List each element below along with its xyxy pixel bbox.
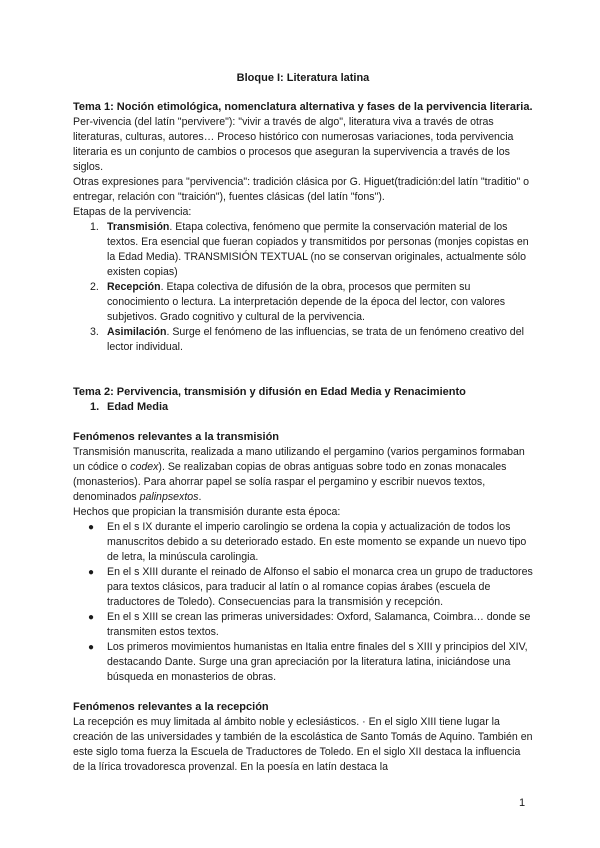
list-item xyxy=(88,520,533,565)
subheading-number: 1. xyxy=(90,401,100,413)
stage-text: . Surge el fenómeno de las influencias, se trata de un fenómeno creativo del lector individual. xyxy=(107,326,524,353)
text-run: . xyxy=(198,491,202,503)
bullet-icon: ● xyxy=(88,612,95,623)
transmission-heading: Fenómenos relevantes a la transmisión xyxy=(73,431,280,443)
stage-number: 1. xyxy=(90,221,99,233)
stage-term: Transmisión xyxy=(107,221,170,233)
list-item xyxy=(88,565,533,610)
stage-term: Asimilación xyxy=(107,326,167,338)
tema2-sublist xyxy=(73,400,533,415)
subheading-text: Edad Media xyxy=(107,401,169,413)
transmission-paragraph-2: Hechos que propician la transmisión durante esta época: xyxy=(73,506,341,518)
stages-list xyxy=(73,220,533,355)
stage-number: 3. xyxy=(90,326,99,338)
bullet-icon: ● xyxy=(88,522,95,533)
codex-term: codex xyxy=(130,461,159,473)
stage-number: 2. xyxy=(90,281,99,293)
document-page xyxy=(73,71,533,775)
stage-item xyxy=(90,325,533,355)
stage-item xyxy=(90,220,533,280)
stage-term: Recepción xyxy=(107,281,161,293)
list-item-text: En el s XIII se crean las primeras universidades: Oxford, Salamanca, Coimbra… donde se transmiten estos textos. xyxy=(107,611,531,638)
document-title: Bloque I: Literatura latina xyxy=(236,72,370,84)
list-item-text: En el s IX durante el imperio carolingio se ordena la copia y actualización de todos los manuscritos debido a su deteriorado estado. En este momento se expande un nuevo tipo de letra, la minúscula carolingia. xyxy=(107,521,527,563)
tema1-heading: Tema 1: Noción etimológica, nomenclatura alternativa y fases de la pervivencia literaria. xyxy=(73,101,533,113)
tema1-paragraph-2: Otras expresiones para "pervivencia": tradición clásica por G. Higuet(tradición:del latín "traditio" o entregar, relación con "traición"), fuentes clásicas (del latín "fons"). xyxy=(73,176,530,203)
transmission-paragraph-1 xyxy=(73,445,533,505)
tema1-paragraph-1: Per-vivencia (del latín "pervivere"): "vivir a través de algo", literatura viva a través de otras literaturas, culturas, autores… Proceso histórico con numerosas variaciones, toda pervivencia literaria es un conjunto de cambios o procesos que aseguran la supervivencia a través de los siglos. xyxy=(73,116,514,173)
list-item xyxy=(88,640,533,685)
list-item xyxy=(88,610,533,640)
reception-paragraph-1: La recepción es muy limitada al ámbito noble y eclesiásticos. · En el siglo XIII tiene lugar la creación de las universidades y también de la escolástica de Santo Tomás de Aquino. También en este siglo toma fuerza la Escuela de Traductores de Toledo. En el siglo XII destaca la influencia de la lírica trovadoresca provenzal. En la poesía en latín destaca la xyxy=(73,716,533,773)
tema1-paragraph-3: Etapas de la pervivencia: xyxy=(73,206,192,218)
tema2-heading: Tema 2: Pervivencia, transmisión y difusión en Edad Media y Renacimiento xyxy=(73,386,466,398)
transmission-facts-list xyxy=(73,520,533,685)
list-item-text: En el s XIII durante el reinado de Alfonso el sabio el monarca crea un grupo de traductores para textos clásicos, para traducir al latín o al romance copias árabes (escuela de traductores de Toledo). Consecuencias para la transmisión y recepción. xyxy=(107,566,533,608)
bullet-icon: ● xyxy=(88,567,95,578)
list-item-text: Los primeros movimientos humanistas en Italia entre finales del s XIII y principios del XIV, destacando Dante. Surge una gran apreciación por la literatura latina, iniciándose una búsqueda en monasterios de obras. xyxy=(107,641,528,683)
stage-text: . Etapa colectiva, fenómeno que permite la conservación material de los textos. Era esencial que fueran copiados y transmitidos por personas (monjes copistas en la Edad Media). TRANSMISIÓN TEXTUAL (no se conservan originales, actualmente sólo existen copias) xyxy=(107,221,529,278)
stage-text: . Etapa colectiva de difusión de la obra, procesos que permiten su conocimiento o lectura. La interpretación depende de la época del lector, con valores subjetivos. Grado cognitivo y cultural de la pervivencia. xyxy=(107,281,506,323)
subheading-item xyxy=(90,400,533,415)
stage-item xyxy=(90,280,533,325)
page-number: 1 xyxy=(519,797,526,809)
reception-heading: Fenómenos relevantes a la recepción xyxy=(73,701,269,713)
text-run: ). Se realizaban copias de obras antiguas sobre todo en zonas monacales (monasterios). Para ahorrar papel se solía raspar el pergamino y escribir nuevos textos, denominados xyxy=(73,461,507,503)
palinpsextos-term: palinpsextos xyxy=(139,491,199,503)
text-run: Transmisión manuscrita, realizada a mano utilizando el pergamino (varios pergaminos formaban un códice o xyxy=(73,446,525,473)
bullet-icon: ● xyxy=(88,642,95,653)
